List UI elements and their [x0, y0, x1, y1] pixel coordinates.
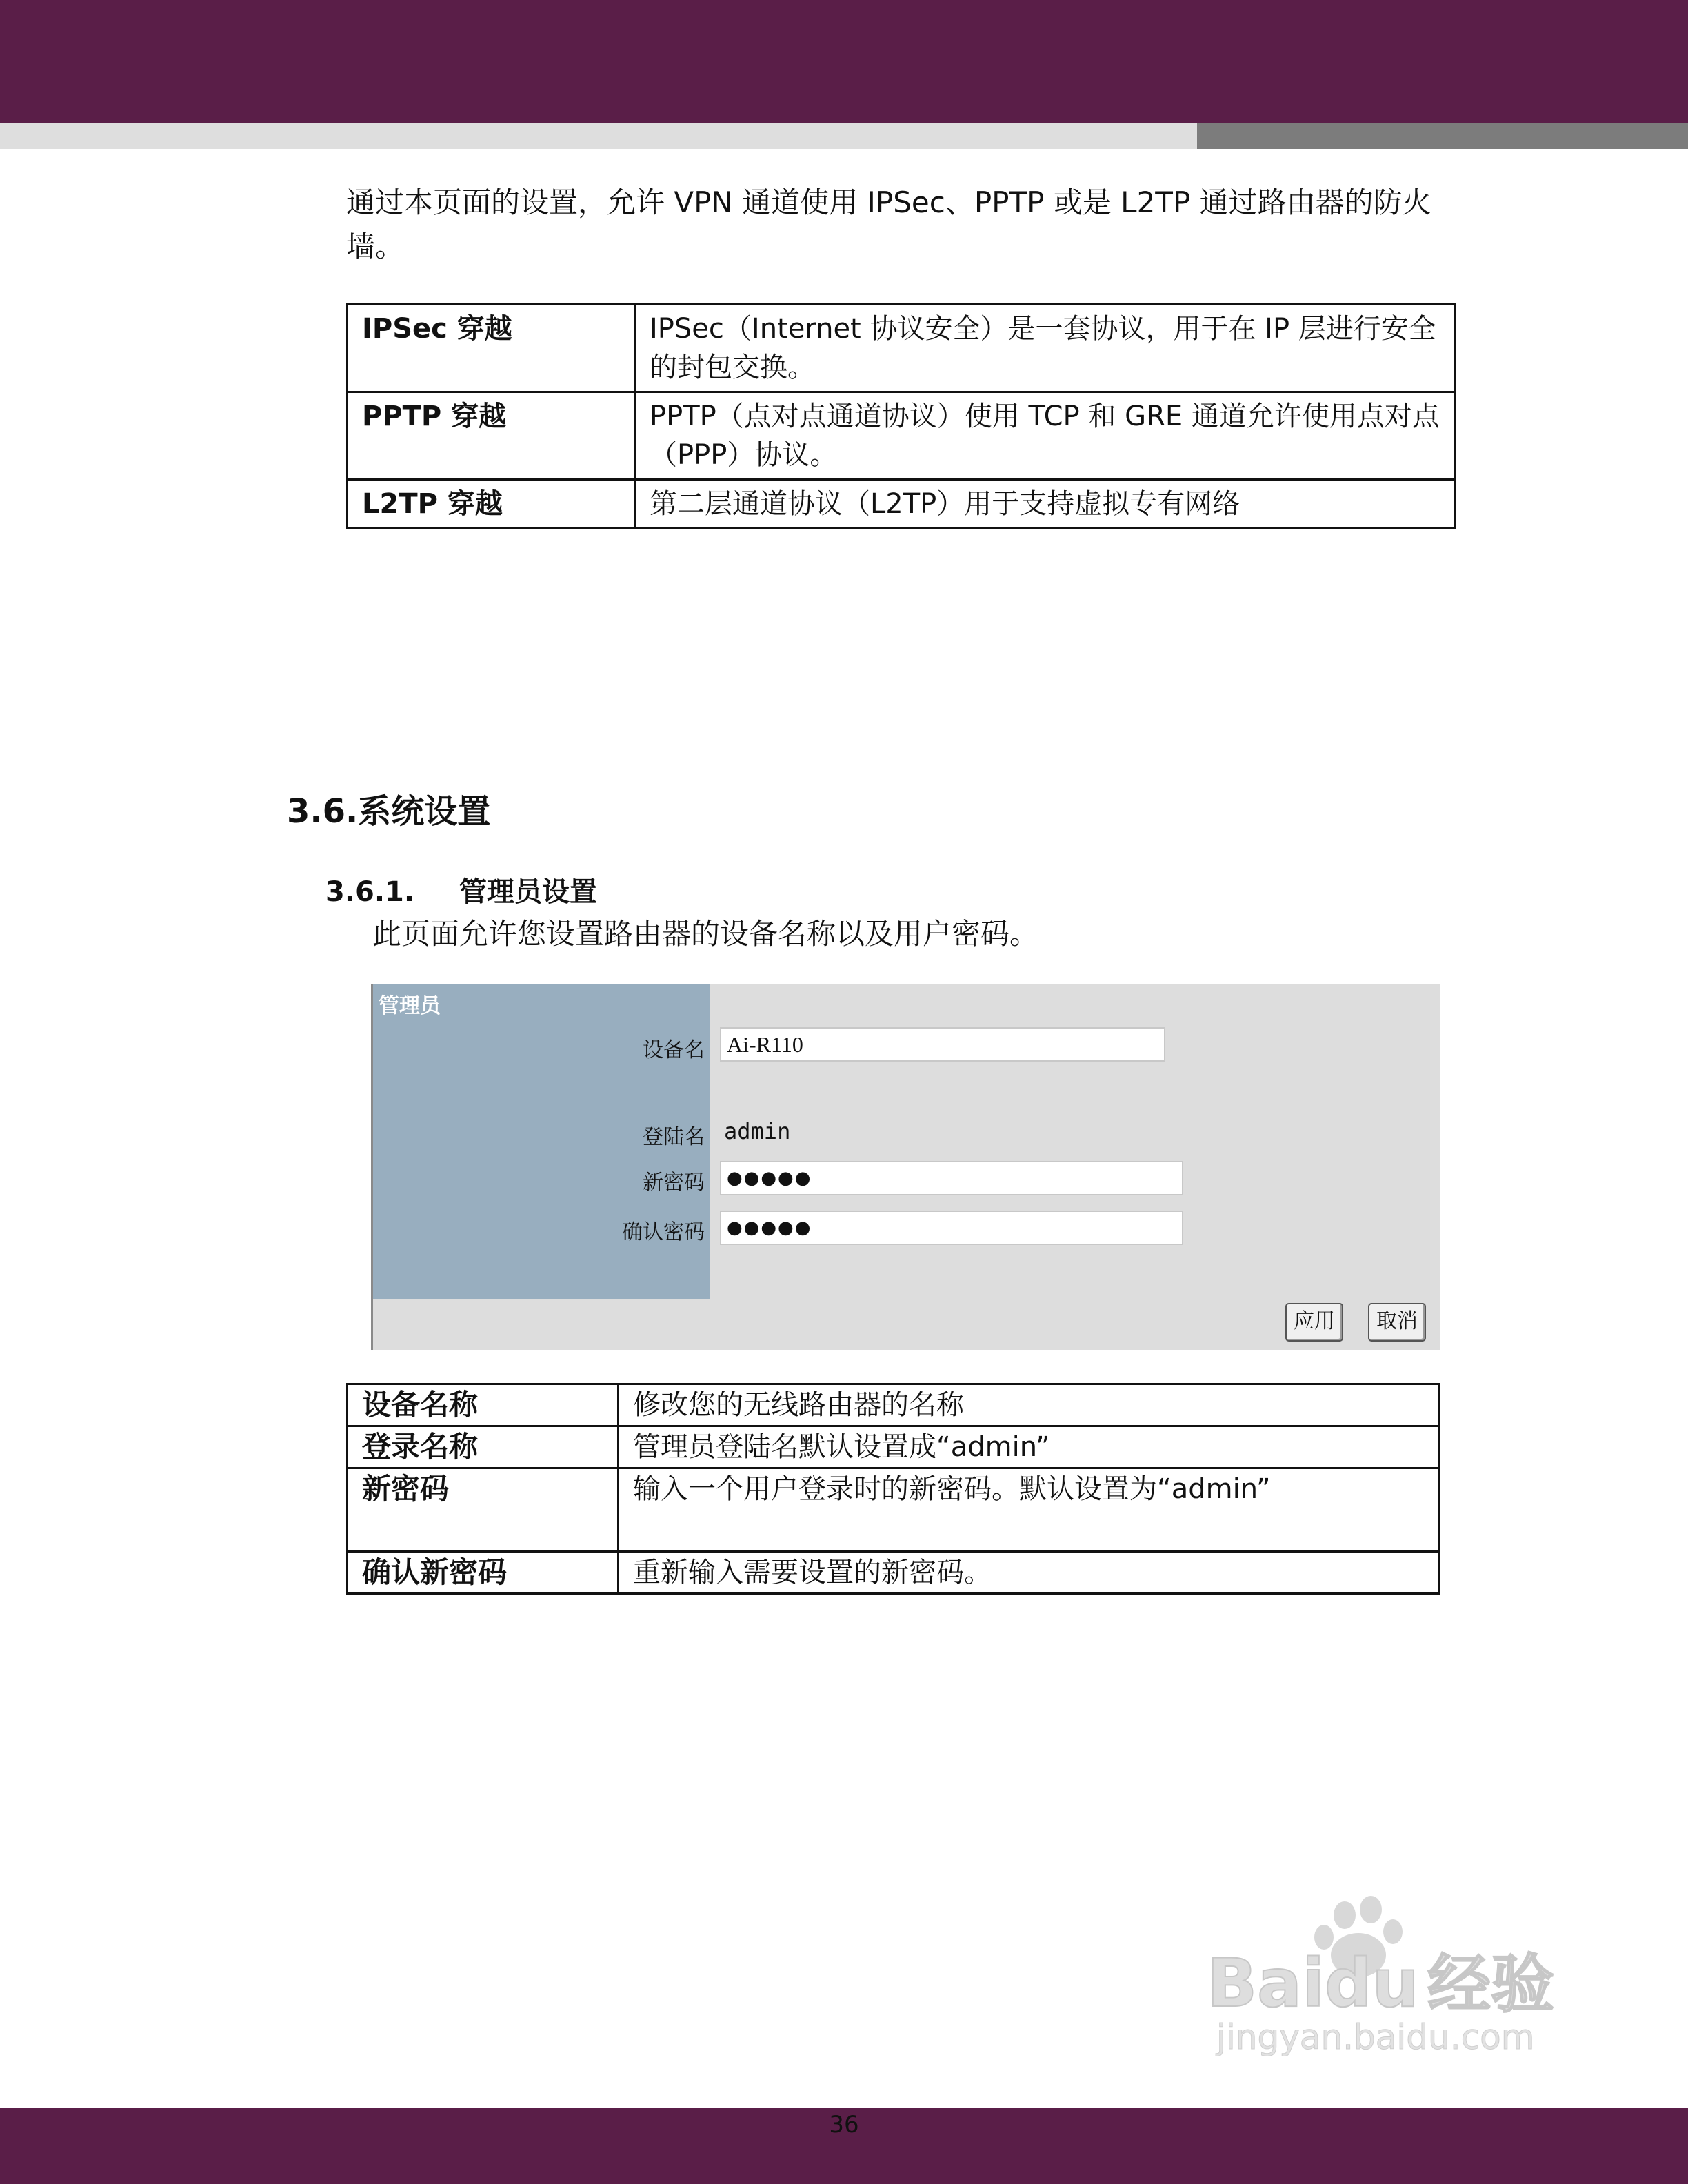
header-rule-light: [0, 123, 1197, 149]
intro-paragraph: 通过本页面的设置，允许 VPN 通道使用 IPSec、PPTP 或是 L2TP 通过路由器的防火墙。: [346, 185, 1431, 263]
term-cell: 设备名称: [348, 1384, 619, 1426]
term-cell: L2TP 穿越: [348, 480, 635, 529]
table-row: [348, 1468, 1439, 1552]
login-name-label: 登陆名: [643, 1125, 705, 1149]
table-row: [348, 480, 1456, 529]
table-row: [348, 1384, 1439, 1426]
desc-cell: 第二层通道协议（L2TP）用于支持虚拟专有网络: [635, 480, 1456, 529]
admin-fields-table: [346, 1383, 1440, 1595]
section-heading: 3.6.系统设置: [287, 792, 491, 831]
subsection-number: 3.6.1.: [325, 876, 415, 908]
desc-cell: 输入一个用户登录时的新密码。默认设置为“admin”: [619, 1468, 1439, 1552]
watermark-label: 经验: [1427, 1948, 1555, 2021]
panel-footer: [371, 1299, 1440, 1350]
term-cell: IPSec 穿越: [348, 305, 635, 392]
device-name-label: 设备名: [643, 1038, 705, 1062]
desc-cell: IPSec（Internet 协议安全）是一套协议，用于在 IP 层进行安全的封包交换。: [635, 305, 1456, 392]
new-password-label: 新密码: [643, 1171, 705, 1195]
section-paragraph: 此页面允许您设置路由器的设备名称以及用户密码。: [372, 917, 1039, 951]
desc-cell: 重新输入需要设置的新密码。: [619, 1552, 1439, 1594]
watermark-url: jingyan.baidu.com: [1216, 2017, 1535, 2057]
desc-cell: PPTP（点对点通道协议）使用 TCP 和 GRE 通道允许使用点对点（PPP）协议。: [635, 392, 1456, 480]
page-number: 36: [829, 2111, 859, 2138]
new-password-input[interactable]: ●●●●●: [720, 1161, 1183, 1195]
baidu-jingyan-watermark: [1200, 1889, 1586, 2061]
table-row: [348, 305, 1456, 392]
term-cell: PPTP 穿越: [348, 392, 635, 480]
confirm-password-label: 确认密码: [622, 1220, 705, 1244]
desc-cell: 管理员登陆名默认设置成“admin”: [619, 1426, 1439, 1468]
admin-settings-panel: [371, 984, 1440, 1350]
confirm-password-input[interactable]: ●●●●●: [720, 1211, 1183, 1245]
table-row: [348, 392, 1456, 480]
table-row: [348, 1426, 1439, 1468]
term-cell: 确认新密码: [348, 1552, 619, 1594]
apply-button[interactable]: 应用: [1285, 1303, 1343, 1342]
subsection-title: 管理员设置: [459, 876, 597, 908]
cancel-button[interactable]: 取消: [1368, 1303, 1426, 1342]
term-cell: 新密码: [348, 1468, 619, 1552]
login-name-value: admin: [724, 1118, 791, 1144]
term-cell: 登录名称: [348, 1426, 619, 1468]
header-rule-dark: [1197, 123, 1688, 149]
desc-cell: 修改您的无线路由器的名称: [619, 1384, 1439, 1426]
watermark-brand: Baidu: [1207, 1945, 1419, 2022]
subsection-heading: [325, 870, 597, 909]
table-row: [348, 1552, 1439, 1594]
header-band: [0, 0, 1688, 123]
panel-title: 管理员: [379, 994, 441, 1018]
device-name-input[interactable]: Ai-R110: [720, 1027, 1165, 1062]
passthrough-table: [346, 303, 1456, 529]
